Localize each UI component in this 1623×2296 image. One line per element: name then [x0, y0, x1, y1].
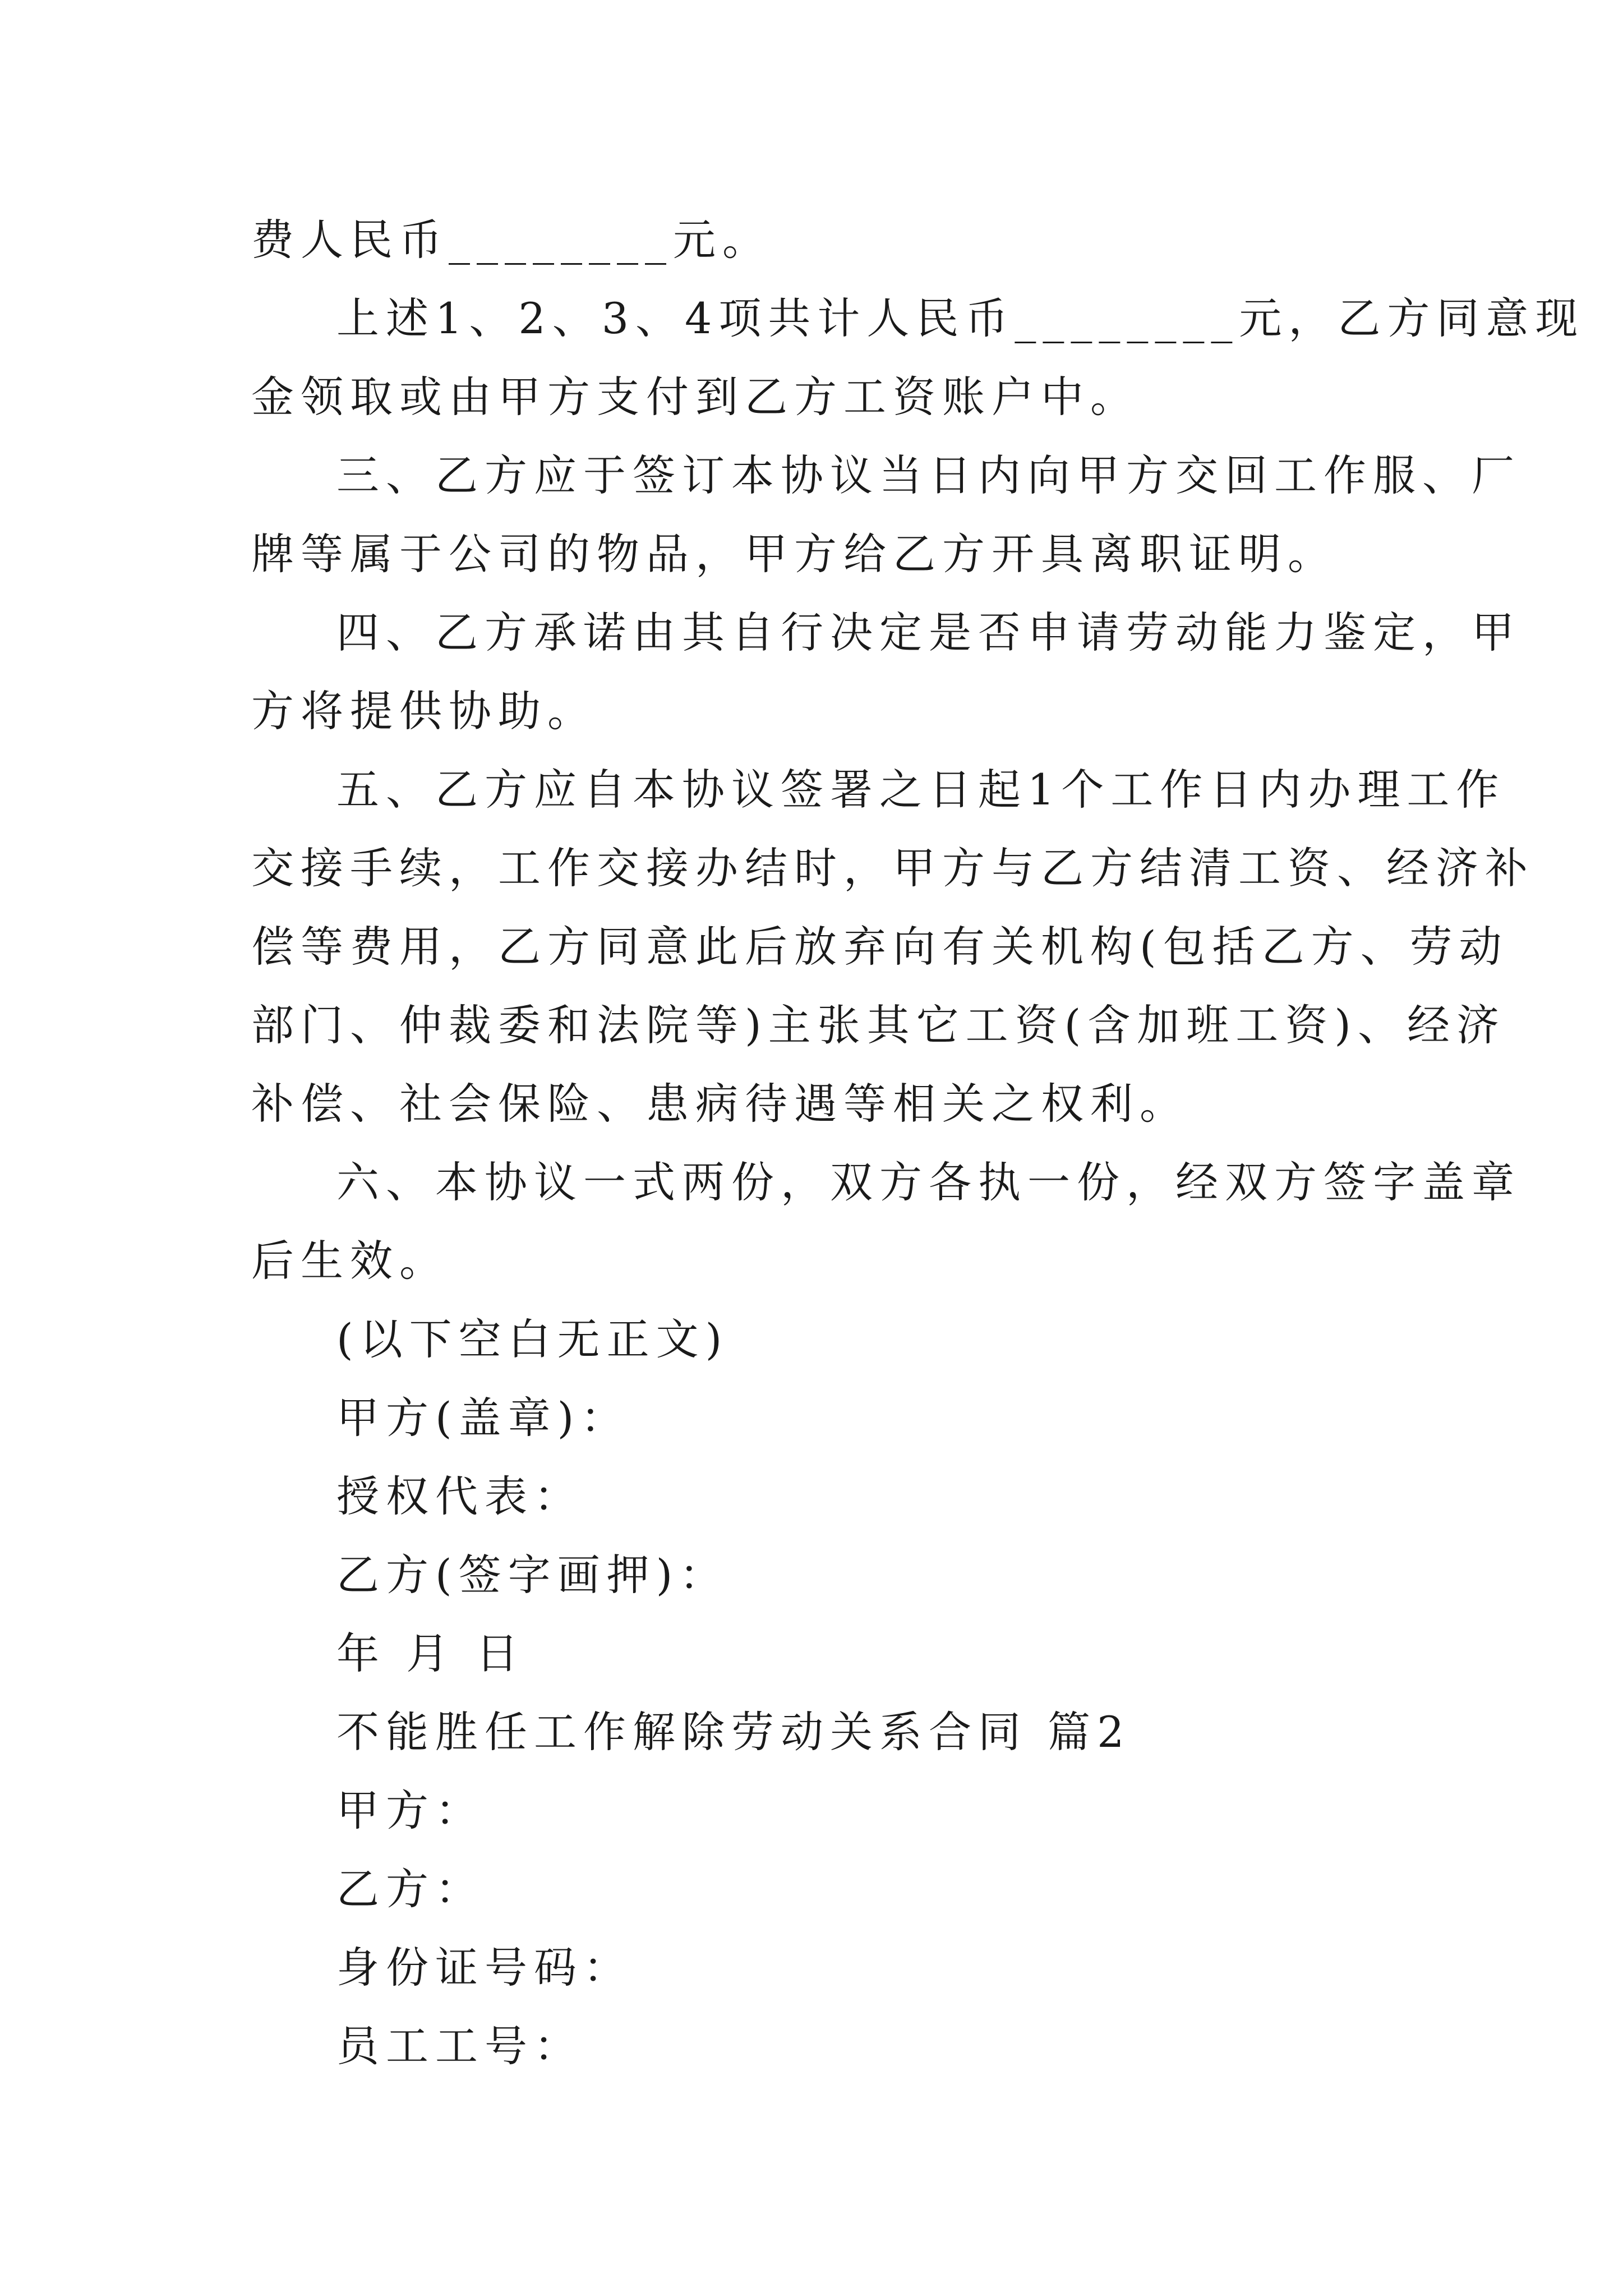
- body-line: 费人民币________元。: [251, 215, 772, 265]
- id-number-line: 身份证号码：: [336, 1943, 633, 1993]
- body-line: 交接手续，工作交接办结时，甲方与乙方结清工资、经济补: [251, 843, 1534, 893]
- body-line: 方将提供协助。: [251, 686, 597, 736]
- blank-note: (以下空白无正文): [336, 1314, 729, 1364]
- body-line: 六、本协议一式两份，双方各执一份，经双方签字盖章: [336, 1157, 1521, 1207]
- body-line: 三、乙方应于签订本协议当日内向甲方交回工作服、厂: [336, 450, 1521, 500]
- body-line: 补偿、社会保险、患病待遇等相关之权利。: [251, 1079, 1189, 1129]
- body-line: 牌等属于公司的物品，甲方给乙方开具离职证明。: [251, 529, 1337, 579]
- party-a-line: 甲方：: [336, 1786, 485, 1835]
- employee-id-line: 员工工号：: [336, 2021, 583, 2071]
- party-a-seal-line: 甲方(盖章)：: [336, 1393, 630, 1443]
- authorized-rep-line: 授权代表：: [336, 1471, 583, 1521]
- date-line: 年 月 日: [336, 1628, 525, 1678]
- body-line: 五、乙方应自本协议签署之日起1个工作日内办理工作: [336, 765, 1506, 815]
- body-line: 部门、仲裁委和法院等)主张其它工资(含加班工资)、经济: [251, 1000, 1506, 1050]
- body-line: 金领取或由甲方支付到乙方工资账户中。: [251, 372, 1140, 422]
- party-b-sign-line: 乙方(签字画押)：: [336, 1550, 729, 1600]
- body-line: 四、乙方承诺由其自行决定是否申请劳动能力鉴定，甲: [336, 608, 1521, 657]
- section-title: 不能胜任工作解除劳动关系合同 篇2: [336, 1707, 1131, 1757]
- body-line: 上述1、2、3、4项共计人民币________元，乙方同意现: [336, 293, 1585, 343]
- body-line: 后生效。: [251, 1236, 449, 1286]
- body-line: 偿等费用，乙方同意此后放弃向有关机构(包括乙方、劳动: [251, 922, 1509, 972]
- party-b-line: 乙方：: [336, 1864, 485, 1914]
